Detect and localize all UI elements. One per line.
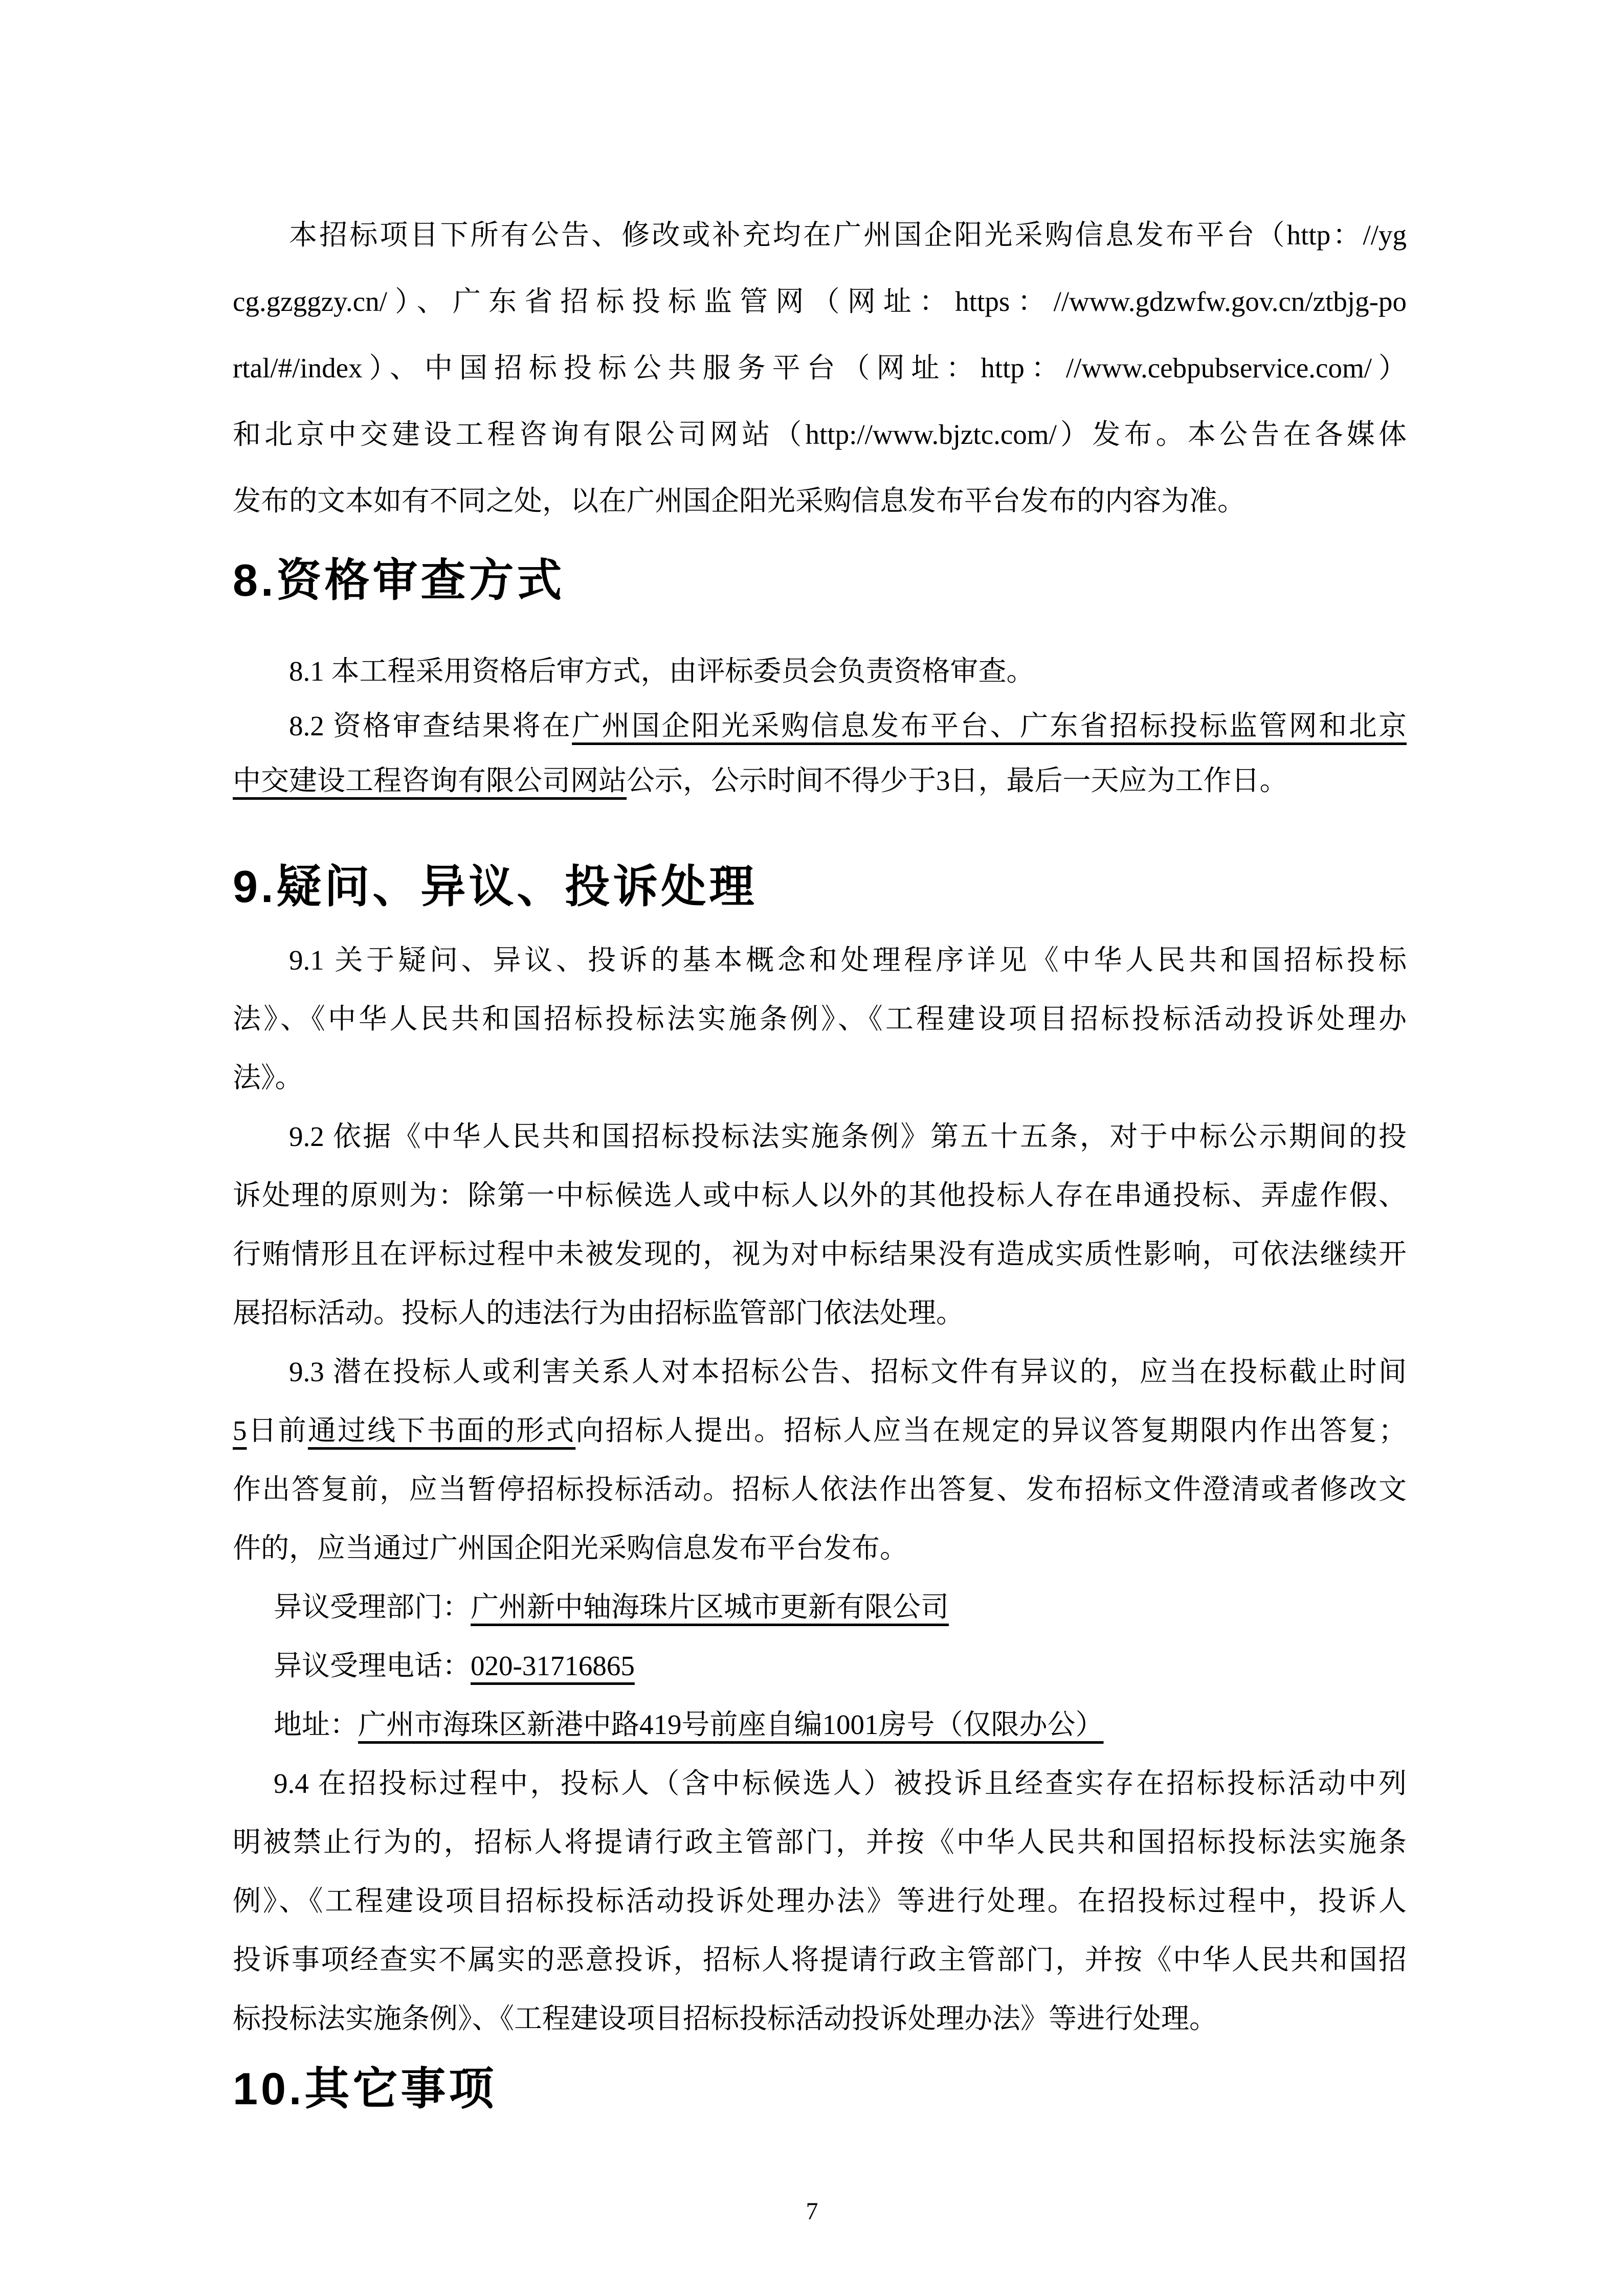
text-segment: 诉处理的原则为：除第一中标候选人或中标人以外的其他投标人存在串通投标、弄虚作假、 [233, 1180, 1407, 1211]
text-line [233, 1754, 1407, 1813]
text-line [233, 1460, 1407, 1519]
paragraph-9-4 [233, 1754, 1407, 2048]
text-segment: 法》。 [233, 1062, 303, 1093]
section9-body [233, 931, 1407, 2048]
intro-paragraph [233, 202, 1407, 534]
text-segment: 8.2 资格审查结果将在 [289, 710, 572, 741]
page-number: 7 [806, 2198, 818, 2225]
section8-heading: 8.资格审查方式 [233, 555, 565, 605]
underlined-text: 中交建设工程咨询有限公司网站 [233, 765, 627, 796]
text-line [233, 1578, 1407, 1636]
underlined-text: 广州市海珠区新港中路419号前座自编1001房号（仅限办公） [358, 1709, 1104, 1740]
text-segment: 行贿情形且在评标过程中未被发现的，视为对中标结果没有造成实质性影响，可依法继续开 [233, 1239, 1407, 1270]
text-line [233, 202, 1407, 268]
text-line [233, 1342, 1407, 1401]
text-line [233, 1519, 1407, 1578]
text-segment: 发布的文本如有不同之处，以在广州国企阳光采购信息发布平台发布的内容为准。 [233, 485, 1246, 516]
text-segment: 明被禁止行为的，招标人将提请行政主管部门，并按《中华人民共和国招标投标法实施条 [233, 1827, 1407, 1858]
text-segment: 日前 [247, 1415, 308, 1446]
text-line [233, 401, 1407, 468]
text-segment: 9.3 潜在投标人或利害关系人对本招标公告、招标文件有异议的，应当在投标截止时间 [289, 1356, 1407, 1387]
text-segment: 异议受理电话： [274, 1650, 471, 1681]
text-line [233, 468, 1407, 534]
section10-heading: 10.其它事项 [233, 2063, 497, 2114]
text-line [233, 1636, 1407, 1695]
text-segment: 例》、《工程建设项目招标投标活动投诉处理办法》等进行处理。在招投标过程中，投诉人 [233, 1885, 1407, 1917]
text-segment: 和北京中交建设工程咨询有限公司网站（http://www.bjztc.com/）发布。本公告在各媒体 [233, 419, 1407, 450]
text-segment: 向招标人提出。招标人应当在规定的异议答复期限内作出答复； [575, 1415, 1407, 1446]
text-line [233, 1048, 1407, 1107]
text-segment: 9.2 依据《中华人民共和国招标投标法实施条例》第五十五条，对于中标公示期间的投 [289, 1121, 1407, 1152]
paragraph-9-3 [233, 1342, 1407, 1578]
section9-heading: 9.疑问、异议、投诉处理 [233, 861, 758, 912]
text-line [233, 1930, 1407, 1989]
text-line [233, 1166, 1407, 1225]
text-line [233, 1989, 1407, 2048]
text-segment: 本招标项目下所有公告、修改或补充均在广州国企阳光采购信息发布平台（http：//yg [289, 219, 1407, 251]
text-segment: 件的，应当通过广州国企阳光采购信息发布平台发布。 [233, 1533, 908, 1564]
underlined-text: 020-31716865 [471, 1650, 635, 1681]
text-line [233, 1225, 1407, 1284]
text-segment: 作出答复前，应当暂停招标投标活动。招标人依法作出答复、发布招标文件澄清或者修改文 [233, 1474, 1407, 1505]
text-line [233, 931, 1407, 989]
underlined-text: 广州国企阳光采购信息发布平台、广东省招标投标监管网和北京 [572, 710, 1407, 741]
objection-phone-line [233, 1636, 1407, 1695]
section8-body [233, 644, 1407, 808]
text-segment: cg.gzggzy.cn/）、广东省招标投标监管网（网址：https：//www.gdzwfw.gov.cn/ztbjg-po [233, 286, 1407, 317]
paragraph-8-2 [233, 699, 1407, 808]
text-segment: 异议受理部门： [274, 1591, 471, 1623]
text-line [233, 1872, 1407, 1930]
text-line [233, 753, 1407, 808]
text-line [233, 1284, 1407, 1342]
text-line [233, 335, 1407, 401]
objection-address-line [233, 1695, 1407, 1754]
text-line [233, 1401, 1407, 1460]
text-segment: 9.1 关于疑问、异议、投诉的基本概念和处理程序详见《中华人民共和国招标投标 [289, 944, 1407, 976]
underlined-text: 5 [233, 1415, 247, 1446]
text-segment: 展招标活动。投标人的违法行为由招标监管部门依法处理。 [233, 1297, 965, 1329]
text-segment: 标投标法实施条例》、《工程建设项目招标投标活动投诉处理办法》等进行处理。 [233, 2003, 1218, 2034]
text-line [233, 699, 1407, 753]
text-segment: 8.1 本工程采用资格后审方式，由评标委员会负责资格审查。 [289, 656, 1035, 687]
text-line [233, 268, 1407, 335]
text-segment: 地址： [274, 1709, 359, 1740]
text-segment: 9.4 在招投标过程中，投标人（含中标候选人）被投诉且经查实存在招标投标活动中列 [274, 1768, 1407, 1799]
page-content [233, 202, 1407, 2114]
text-segment: rtal/#/index）、中国招标投标公共服务平台（网址：http：//www.cebpubservice.com/） [233, 352, 1407, 384]
text-segment: 法》、《中华人民共和国招标投标法实施条例》、《工程建设项目招标投标活动投诉处理办 [233, 1003, 1407, 1034]
text-segment: 公示，公示时间不得少于3日，最后一天应为工作日。 [627, 765, 1288, 796]
text-line [233, 1813, 1407, 1872]
paragraph-8-1 [233, 644, 1407, 699]
objection-department-line [233, 1578, 1407, 1636]
text-line [233, 1695, 1407, 1754]
paragraph-9-2 [233, 1107, 1407, 1342]
text-segment: 投诉事项经查实不属实的恶意投诉，招标人将提请行政主管部门，并按《中华人民共和国招 [233, 1944, 1407, 1975]
underlined-text: 广州新中轴海珠片区城市更新有限公司 [471, 1591, 949, 1623]
underlined-text: 通过线下书面的形式 [307, 1415, 576, 1446]
text-line [233, 989, 1407, 1048]
text-line [233, 1107, 1407, 1166]
text-line [233, 644, 1407, 699]
paragraph-9-1 [233, 931, 1407, 1107]
